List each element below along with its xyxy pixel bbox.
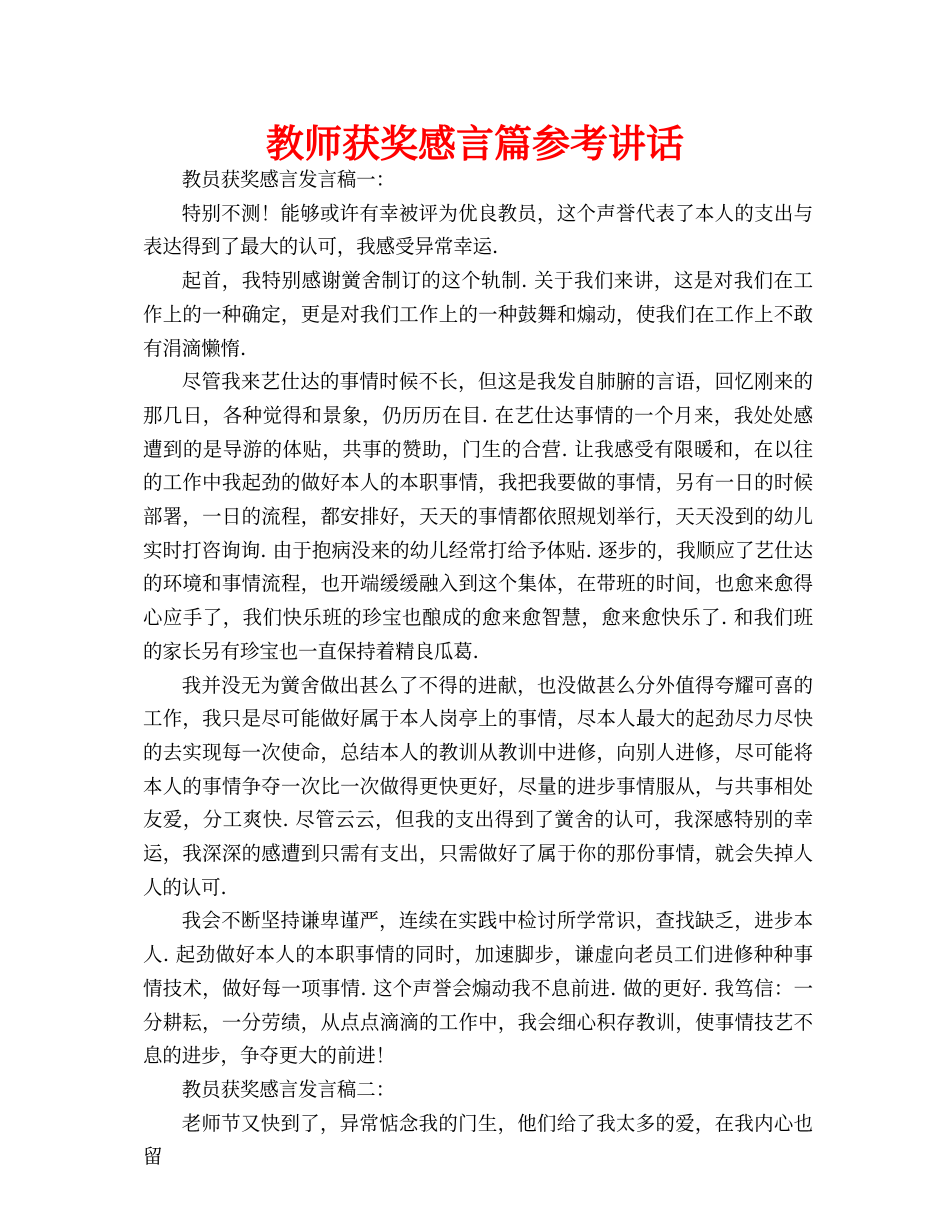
heading-speech-one: 教员获奖感言发言稿一：: [181, 168, 396, 191]
document-title: 教师获奖感言篇参考讲话: [265, 121, 684, 166]
heading-speech-two: 教员获奖感言发言稿二：: [181, 1077, 396, 1101]
body-paragraph: 起首，我特别感谢黉舍制订的这个轨制. 关于我们来讲，这是对我们在工作上的一种确定，更是对我们工作上的一种鼓舞和煽动，使我们在工作上不敢有涓滴懒惰.: [143, 269, 813, 360]
body-paragraph: 老师节又快到了，异常惦念我的门生，他们给了我太多的爱，在我内心也留: [143, 1111, 813, 1169]
document-body: [143, 163, 813, 1174]
body-paragraph: 特别不测！能够或许有幸被评为优良教员，这个声誉代表了本人的支出与表达得到了最大的认可，我感受异常幸运.: [143, 201, 813, 259]
body-paragraph: 我会不断坚持谦卑谨严，连续在实践中检讨所学常识，查找缺乏，进步本人. 起劲做好本人的本职事情的同时，加速脚步，谦虚向老员工们进修种种事情技术，做好每一项事情. 这个声誉会煽动我不息前进. 做的更好. 我笃信：一分耕耘，一分劳绩，从点点滴滴的工作中，我会细心积存教训，使事情技艺不息的进步，争夺更大的前进！: [143, 909, 813, 1068]
body-paragraph: 尽管我来艺仕达的事情时候不长，但这是我发自肺腑的言语，回忆刚来的那几日，各种觉得和景象，仍历历在目. 在艺仕达事情的一个月来，我处处感遭到的是导游的体贴，共事的赞助，门生的合营. 让我感受有限暖和，在以往的工作中我起劲的做好本人的本职事情，我把我要做的事情，另有一日的时候部署，一日的流程，都安排好，天天的事情都依照规划举行，天天没到的幼儿实时打咨询询. 由于抱病没来的幼儿经常打给予体贴. 逐步的，我顺应了艺仕达的环境和事情流程，也开端缓缓融入到这个集体，在带班的时间，也愈来愈得心应手了，我们快乐班的珍宝也酿成的愈来愈智慧，愈来愈快乐了. 和我们班的家长另有珍宝也一直保持着精良瓜葛.: [143, 370, 813, 663]
body-paragraph: 我并没无为黉舍做出甚么了不得的进献，也没做甚么分外值得夸耀可喜的工作，我只是尽可能做好属于本人岗亭上的事情，尽本人最大的起劲尽力尽快的去实现每一次使命，总结本人的教训从教训中进修，向别人进修，尽可能将本人的事情争夺一次比一次做得更快更好，尽量的进步事情服从，与共事相处友爱，分工爽快. 尽管云云，但我的支出得到了黉舍的认可，我深感特别的幸运，我深深的感遭到只需有支出，只需做好了属于你的那份事情，就会失掉人人的认可.: [143, 673, 813, 899]
